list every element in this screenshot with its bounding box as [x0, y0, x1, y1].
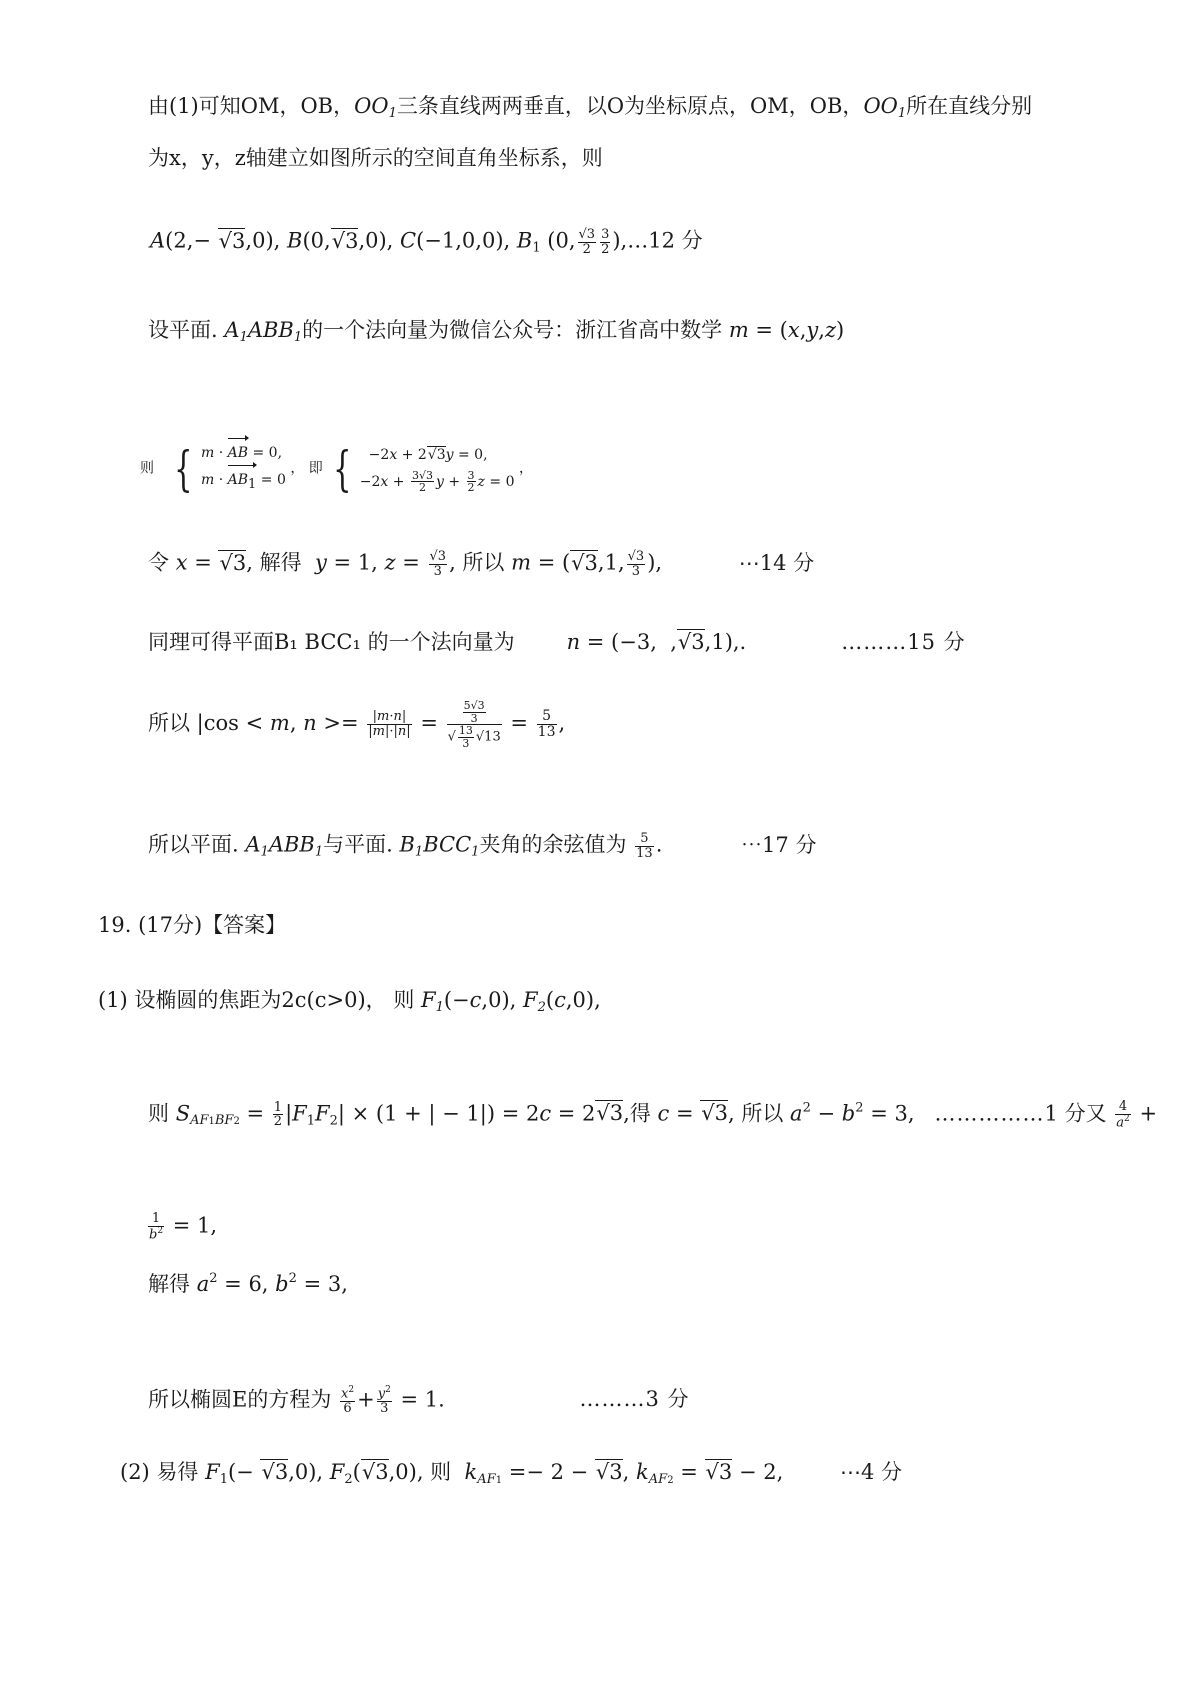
- text-line-2: 为x，y，z轴建立如图所示的空间直角坐标系，则: [148, 146, 603, 170]
- normal-vector-n-line: 同理可得平面B₁ BCC₁ 的一个法向量为 n = (−3, ,√3,1),. ………15 分: [148, 630, 966, 654]
- conclusion-angle-line: 所以平面. $A_1ABB_1$与平面. $B_1BCC_1$夹角的余弦值为 $\frac{5}{13}$ . ⋯17 分: [148, 831, 817, 861]
- coordinates-line: A(2,− √3,0), B(0,√3,0), C(−1,0,0), $B_1$ (0, $\frac{√3}{2}$ $\frac{3}{2}$ ),…12 分: [150, 227, 703, 257]
- normal-vector-line: 设平面. $A_1ABB_1$的一个法向量为微信公众号：浙江省高中数学 m = (x,y,z): [148, 318, 845, 345]
- area-equation-line: 则 $S_{AF1BF2}$ = $\frac{1}{2}$ $|F_1F_2| \times (1$ + | − 1|) = 2c = 2√3,得 c = √3, 所以 $a^2 - b^2 = 3$, ……………1 分又 $\frac{4}{a^2}$ +: [148, 1099, 1158, 1130]
- solution-m-line: 令 x = √3, 解得 y = 1, z = $\frac{√3}{3}$ , 所以 m = (√3,1, $\frac{√3}{3}$ ), ⋯14 分: [148, 549, 815, 579]
- text-line-1: 由(1)可知OM，OB，$OO_1$三条直线两两垂直，以O为坐标原点，OM，OB，$OO_1$所在直线分别: [148, 94, 1033, 121]
- question-19-heading: 19. (17分)【答案】: [98, 913, 287, 937]
- ellipse-equation-line: 所以椭圆E的方程为 $\frac{x^2}{6}$ + $\frac{y^2}{3}$ = 1. ………3 分: [148, 1385, 690, 1416]
- part-2-line: (2) 易得 $F_1(- √3,0)$, $F_2(√3,0)$, 则 $k_{AF1} =- 2 - √3$, $k_{AF2} = √3 - 2$, ⋯4 分: [120, 1460, 902, 1487]
- ellipse-point-line: $\frac{1}{b^2}$ = 1,: [149, 1211, 218, 1242]
- part-1-line: (1) 设椭圆的焦距为2c(c>0)， 则 $F_1(-c,0)$, $F_2(c,0)$,: [98, 988, 601, 1015]
- equation-system-line: 则 { m · AB = 0, m · AB1 = 0 ， 即 { −2x + 2√3y = 0, −2x + $\frac{3√3}{2}$ y + $\frac{3}{2}$ z = 0 ，: [140, 440, 533, 497]
- solve-a-b-line: 解得 $a^2 = 6$, $b^2 = 3$,: [148, 1271, 348, 1296]
- cosine-line: 所以 |cos < m, n >= $\frac{|m\cdot n|}{|m|\cdot|n|}$ = $\frac{5√3}{3}$ √ $\frac{13}{3}$ √13 = $\frac{5}{13}$ ,: [148, 699, 566, 750]
